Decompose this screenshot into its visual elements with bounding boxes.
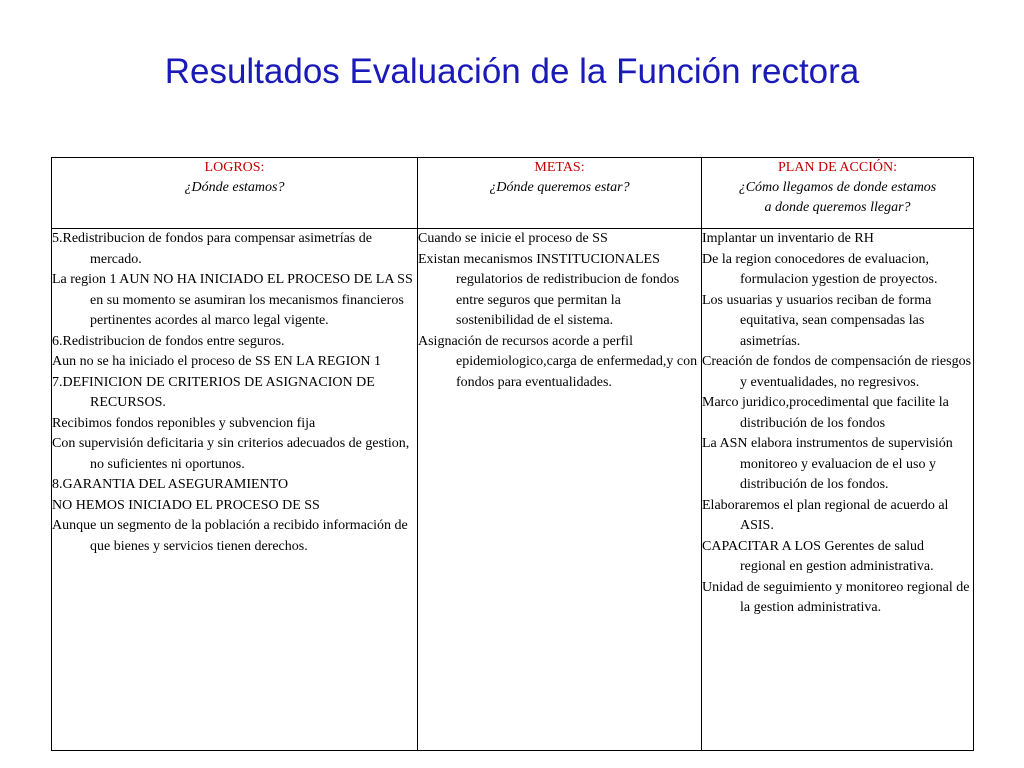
slide-title: Resultados Evaluación de la Función rectora (164, 52, 860, 91)
metas-item: Asignación de recursos acorde a perfil epidemiologico,carga de enfermedad,y con fondos para eventualidades. (418, 333, 698, 390)
table-body-row (52, 229, 974, 751)
header-plan-question-line-1: ¿Cómo llegamos de donde estamos (738, 180, 937, 195)
header-logros (52, 158, 418, 229)
plan-item: Elaboraremos el plan regional de acuerdo al ASIS. (702, 497, 949, 533)
logros-cell (52, 229, 418, 751)
logros-item: Recibimos fondos reponibles y subvencion fija (52, 415, 316, 431)
logros-item: 7.DEFINICION DE CRITERIOS DE ASIGNACION DE RECURSOS. (52, 374, 375, 410)
header-metas-question-line: ¿Dónde queremos estar? (489, 180, 630, 195)
plan-item: Marco juridico,procedimental que facilite la distribución de los fondos (702, 395, 949, 431)
header-plan-question-line-2: a donde queremos llegar? (764, 200, 911, 215)
logros-item: 6.Redistribucion de fondos entre seguros. (52, 333, 285, 349)
header-metas-question (418, 178, 701, 198)
logros-item: 8.GARANTIA DEL ASEGURAMIENTO (52, 477, 289, 492)
plan-item: De la region conocedores de evaluacion, formulacion ygestion de proyectos. (702, 251, 938, 287)
header-logros-label: LOGROS: (204, 160, 265, 175)
logros-item: La region 1 AUN NO HA INICIADO EL PROCESO DE LA SS en su momento se asumiran los mecanismos financieros pertinentes acordes al marco legal vigente. (52, 272, 413, 328)
plan-item: La ASN elabora instrumentos de supervisión monitoreo y evaluacion de el uso y distribución de los fondos. (702, 436, 953, 492)
metas-item: Existan mecanismos INSTITUCIONALES regulatorios de redistribucion de fondos entre seguros que permitan la sostenibilidad de el sistema. (418, 251, 680, 328)
logros-item: Con supervisión deficitaria y sin criterios adecuados de gestion, no suficientes ni oportunos. (52, 436, 410, 472)
plan-cell (702, 229, 974, 751)
header-plan (702, 158, 974, 229)
header-plan-label: PLAN DE ACCIÓN: (777, 160, 897, 175)
logros-item: NO HEMOS INICIADO EL PROCESO DE SS (52, 497, 320, 513)
plan-item: Implantar un inventario de RH (702, 231, 874, 246)
plan-item: CAPACITAR A LOS Gerentes de salud regional en gestion administrativa. (702, 538, 934, 574)
logros-item: 5.Redistribucion de fondos para compensar asimetrías de mercado. (52, 231, 372, 267)
plan-item: Creación de fondos de compensación de riesgos y eventualidades, no regresivos. (702, 354, 972, 390)
table-header-row (52, 158, 974, 229)
header-logros-question (52, 178, 417, 198)
header-plan-question (702, 178, 973, 218)
plan-item: Los usuarias y usuarios reciban de forma equitativa, sean compensadas las asimetrías. (702, 292, 932, 349)
metas-item: Cuando se inicie el proceso de SS (418, 231, 608, 246)
logros-item: Aun no se ha iniciado el proceso de SS EN LA REGION 1 (52, 354, 381, 369)
header-metas (418, 158, 702, 229)
header-logros-question-line: ¿Dónde estamos? (184, 180, 285, 195)
metas-cell (418, 229, 702, 751)
results-table (51, 157, 974, 751)
logros-item: Aunque un segmento de la población a recibido información de que bienes y servicios tienen derechos. (52, 518, 408, 554)
plan-item: Unidad de seguimiento y monitoreo regional de la gestion administrativa. (702, 579, 970, 615)
header-metas-label: METAS: (534, 160, 585, 175)
